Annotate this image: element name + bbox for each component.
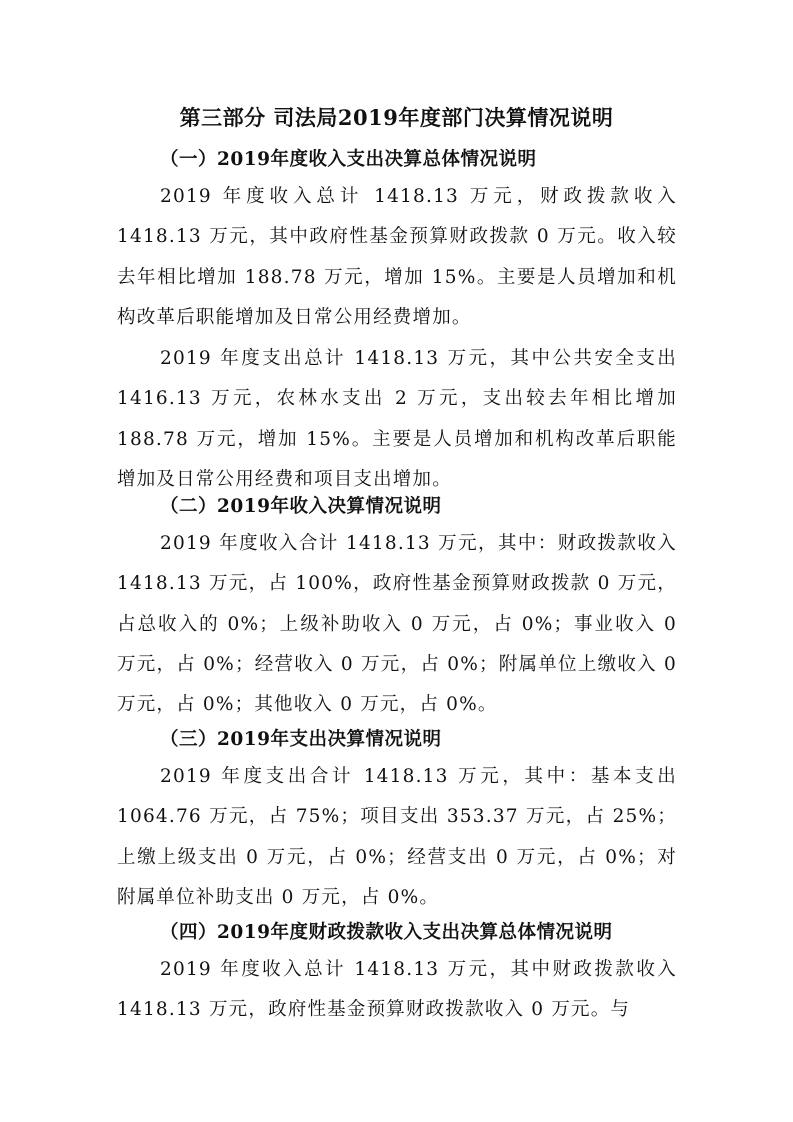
section-2-heading: （二）2019年收入决算情况说明: [160, 496, 442, 517]
section-1-paragraph-2: 2019 年度支出总计 1418.13 万元，其中公共安全支出 1416.13 万元，农林水支出 2 万元，支出较去年相比增加 188.78 万元，增加 15%。主要是人员增加和机构改革后职能增加及日常公用经费和项目支出增加。: [117, 348, 677, 490]
document-title: 第三部分 司法局2019年度部门决算情况说明: [179, 105, 614, 130]
section-3-heading: （三）2019年支出决算情况说明: [160, 729, 442, 750]
section-2-paragraph-1: 2019 年度收入合计 1418.13 万元，其中：财政拨款收入 1418.13 万元，占 100%，政府性基金预算财政拨款 0 万元，占总收入的 0%；上级补助收入 0 万元，占 0%；事业收入 0 万元，占 0%；经营收入 0 万元，占 0%；附属单位上缴收入 0 万元，占 0%；其他收入 0 万元，占 0%。: [117, 533, 677, 716]
section-1-heading: （一）2019年度收入支出决算总体情况说明: [160, 149, 537, 170]
section-1-paragraph-1: 2019 年度收入总计 1418.13 万元，财政拨款收入 1418.13 万元，其中政府性基金预算财政拨款 0 万元。收入较去年相比增加 188.78 万元，增加 15%。主要是人员增加和机构改革后职能增加及日常公用经费增加。: [117, 186, 677, 328]
section-3-paragraph-1: 2019 年度支出合计 1418.13 万元，其中：基本支出 1064.76 万元，占 75%；项目支出 353.37 万元，占 25%；上缴上级支出 0 万元，占 0%；经营支出 0 万元，占 0%；对附属单位补助支出 0 万元，占 0%。: [117, 766, 677, 908]
section-4-heading: （四）2019年度财政拨款收入支出决算总体情况说明: [160, 922, 613, 943]
section-4-paragraph-1: 2019 年度收入总计 1418.13 万元，其中财政拨款收入 1418.13 万元，政府性基金预算财政拨款收入 0 万元。与: [117, 959, 677, 1021]
